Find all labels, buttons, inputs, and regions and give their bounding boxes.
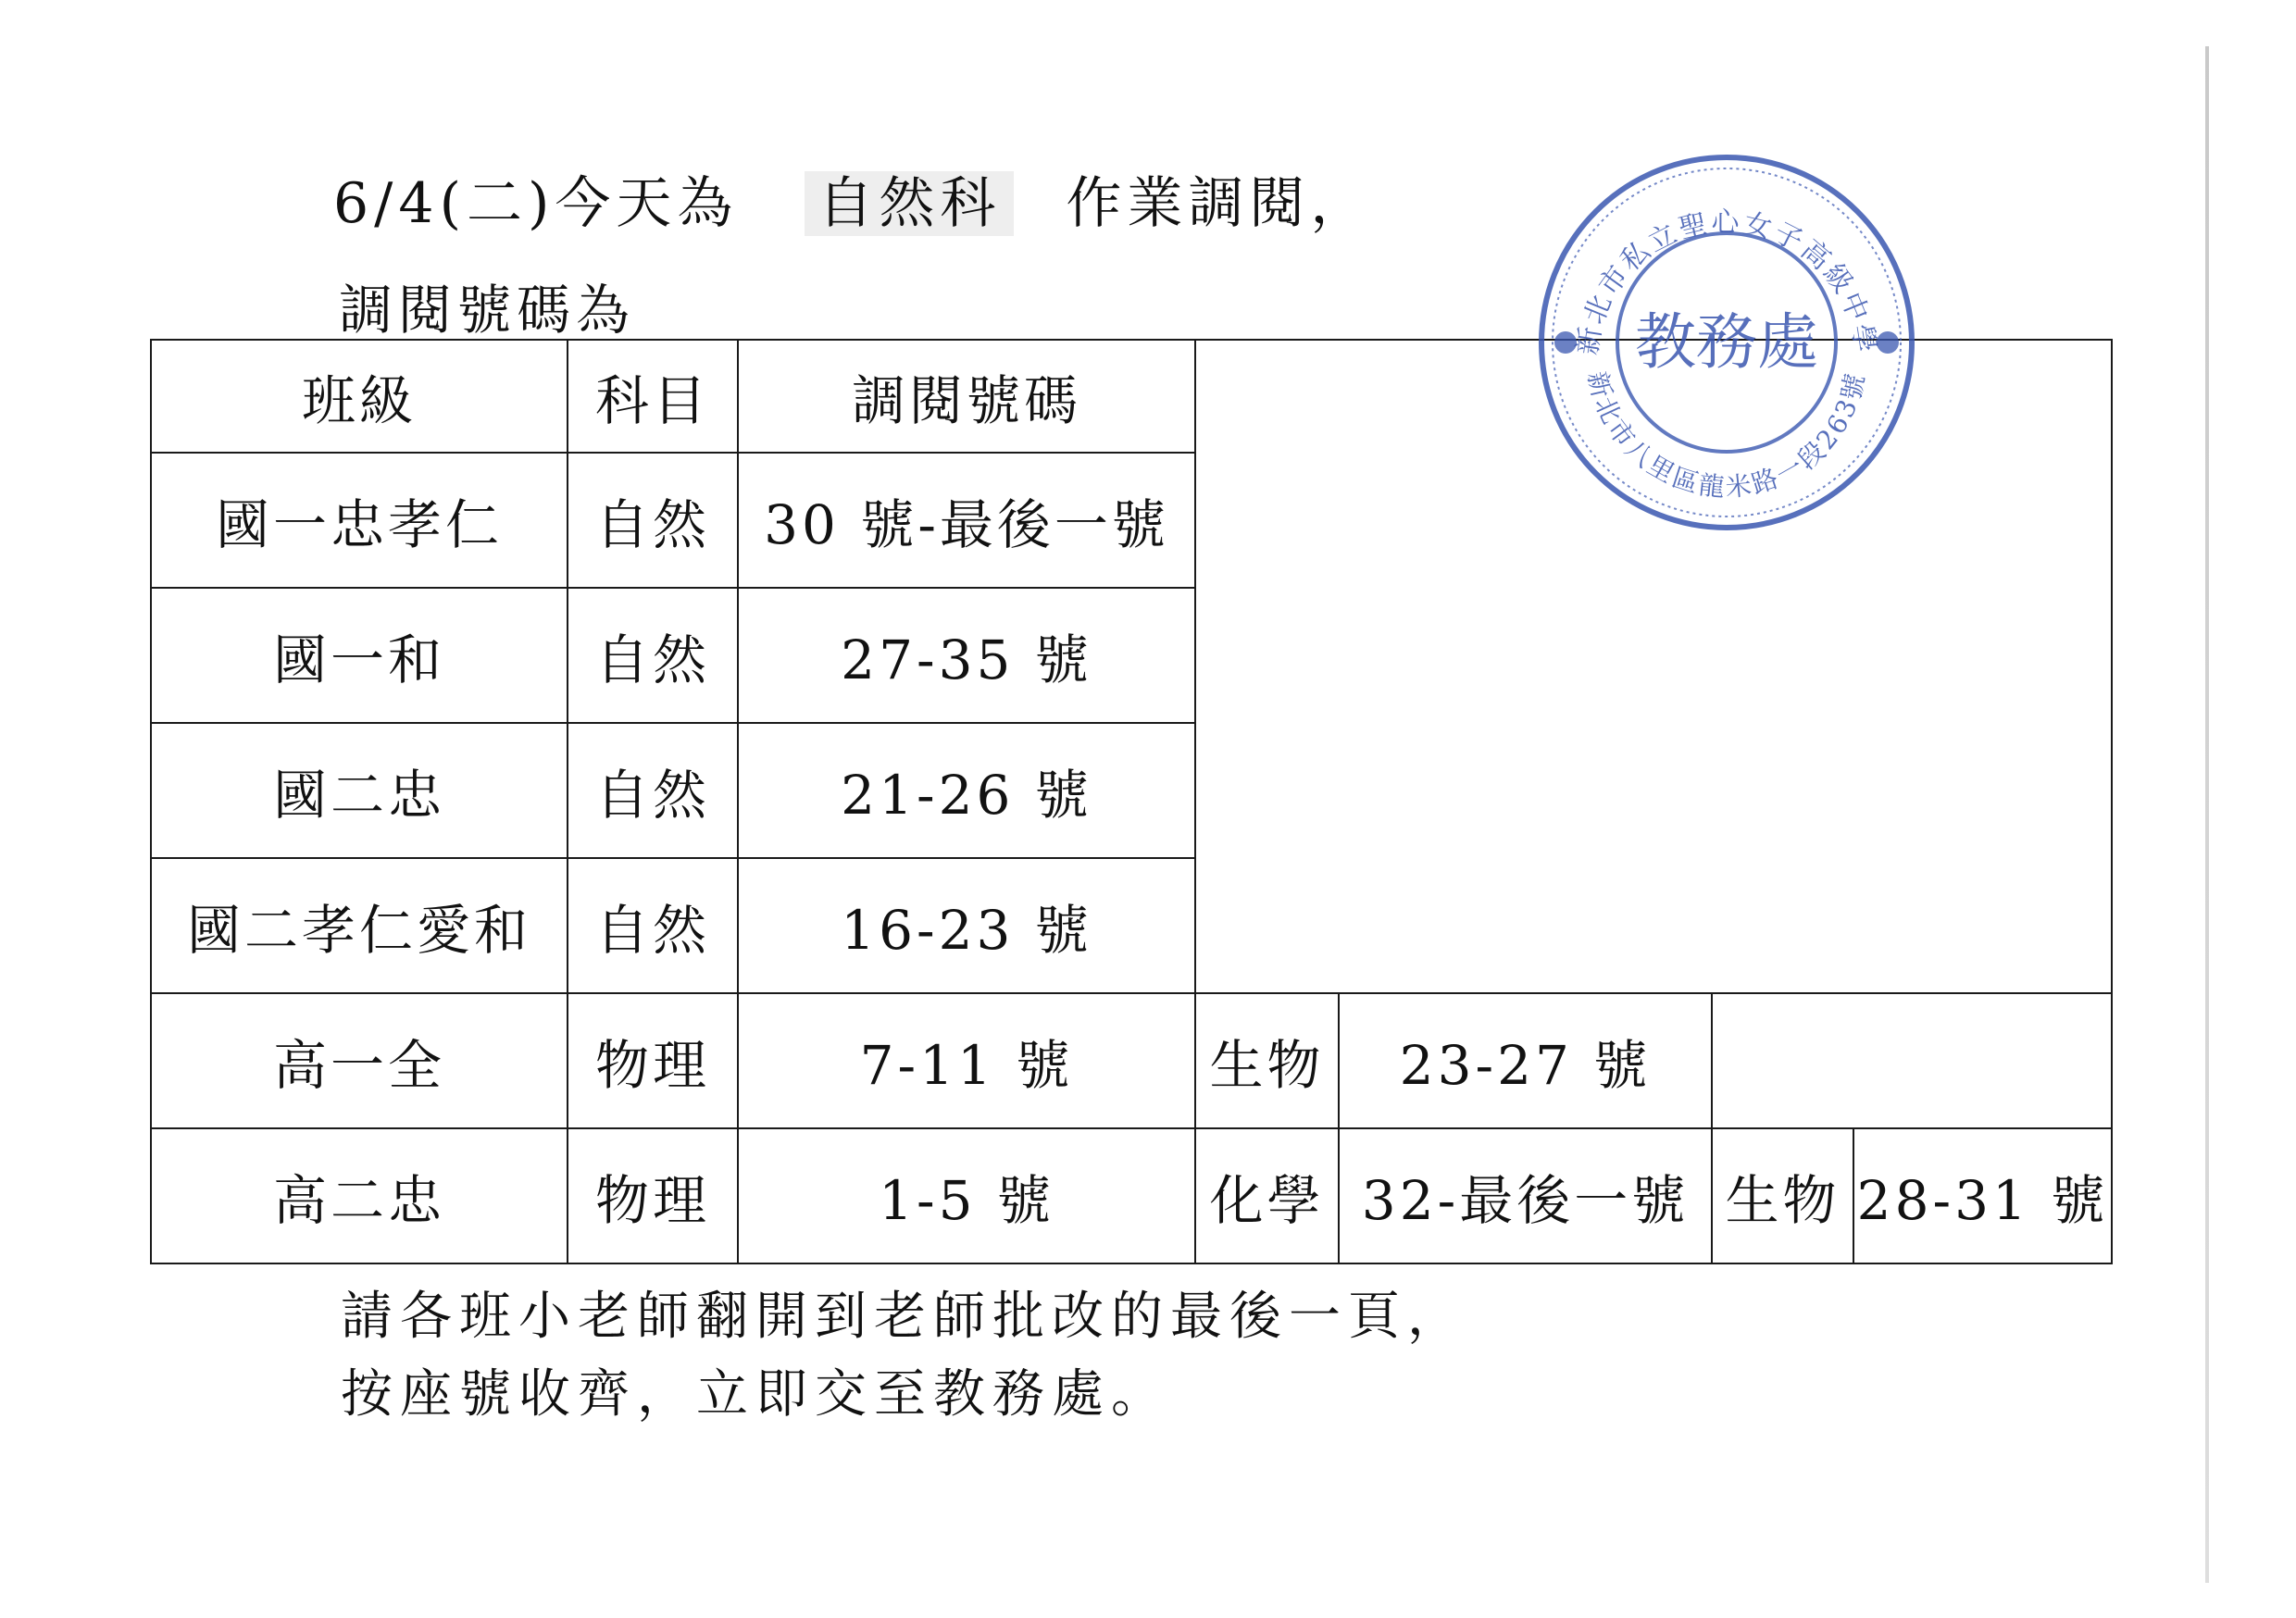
scan-edge-shadow (2205, 46, 2209, 1583)
cell-subject-2: 生物 (1195, 993, 1339, 1128)
col-header-numbers: 調閱號碼 (738, 340, 1195, 453)
school-seal-stamp (1532, 148, 1921, 537)
cell-class: 國一忠孝仁 (151, 453, 568, 588)
cell-numbers-3: 28-31 號 (1853, 1128, 2112, 1263)
cell-numbers: 1-5 號 (738, 1128, 1195, 1263)
cell-subject-3: 生物 (1712, 1128, 1853, 1263)
cell-class: 高二忠 (151, 1128, 568, 1263)
table-row (151, 1128, 2112, 1263)
cell-numbers: 7-11 號 (738, 993, 1195, 1128)
cell-numbers: 27-35 號 (738, 588, 1195, 723)
cell-subject: 物理 (568, 1128, 738, 1263)
subject-highlight: 自然科 (805, 171, 1014, 236)
cell-numbers-2: 32-最後一號 (1339, 1128, 1712, 1263)
cell-numbers: 30 號-最後一號 (738, 453, 1195, 588)
cell-subject-2: 化學 (1195, 1128, 1339, 1263)
cell-numbers-2: 23-27 號 (1339, 993, 1712, 1128)
notice-title (333, 159, 1371, 239)
col-header-class: 班級 (151, 340, 568, 453)
notice-suffix: 作業調閱， (1066, 171, 1372, 236)
instruction-line-2: 按座號收齊，立即交至教務處。 (341, 1364, 1170, 1425)
seal-graphic (1532, 148, 1921, 537)
date-prefix: 6/4(二)今天為 (333, 171, 739, 236)
cell-subject: 自然 (568, 723, 738, 858)
seal-center-text: 教務處 (1635, 306, 1818, 378)
cell-class: 國一和 (151, 588, 568, 723)
table-row (151, 993, 2112, 1128)
cell-subject: 自然 (568, 858, 738, 993)
notice-subtitle: 調閱號碼為 (339, 279, 636, 342)
cell-numbers: 16-23 號 (738, 858, 1195, 993)
cell-class: 高一全 (151, 993, 568, 1128)
cell-subject: 自然 (568, 453, 738, 588)
cell-subject: 自然 (568, 588, 738, 723)
seal-ring-top-text: 新北市私立聖心女子高級中學 (1571, 206, 1882, 357)
col-header-subject: 科目 (568, 340, 738, 453)
instruction-line-1: 請各班小老師翻開到老師批改的最後一頁， (341, 1287, 1466, 1347)
cell-numbers: 21-26 號 (738, 723, 1195, 858)
cell-subject: 物理 (568, 993, 738, 1128)
cell-class: 國二孝仁愛和 (151, 858, 568, 993)
cell-class: 國二忠 (151, 723, 568, 858)
seal-ring-bottom-text: 新北市八里區龍米路一段263號 (1581, 368, 1872, 504)
blank-cell (1712, 993, 2112, 1128)
